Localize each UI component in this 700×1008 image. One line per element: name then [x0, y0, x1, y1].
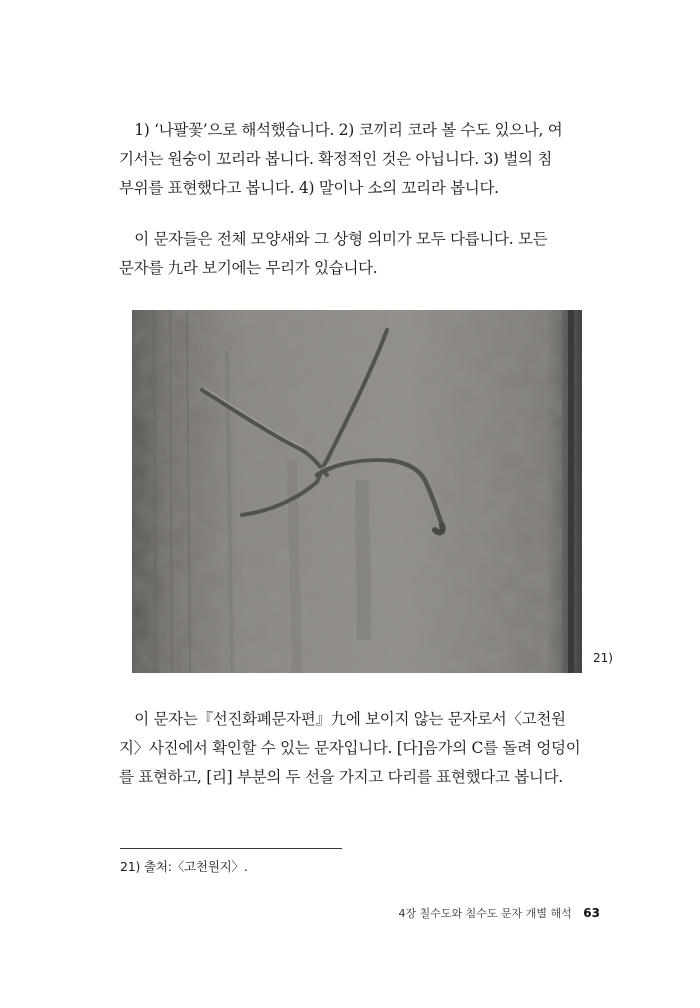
paragraph-line: 이 문자들은 전체 모양새와 그 상형 의미가 모두 다릅니다. 모든 — [119, 230, 548, 248]
paragraph-line: 기서는 원숭이 꼬리라 봅니다. 확정적인 것은 아닙니다. 3) 벌의 침 — [119, 150, 553, 168]
paragraph-line: 이 문자는『선진화폐문자편』九에 보이지 않는 문자로서〈고천원 — [119, 710, 566, 728]
paragraph-line: 1) ‘나팔꽃’으로 해석했습니다. 2) 코끼리 코라 볼 수도 있으나, 여 — [119, 121, 563, 139]
footnote-divider — [120, 848, 342, 849]
page-number: 63 — [583, 906, 600, 920]
body-paragraph-1 — [119, 116, 601, 203]
paragraph-line: 를 표현하고, [리] 부분의 두 선을 가지고 다리를 표현했다고 봅니다. — [119, 768, 563, 786]
paragraph-line: 지〉사진에서 확인할 수 있는 문자입니다. [다]음가의 C를 돌려 엉덩이 — [119, 739, 581, 757]
figure-number: 21) — [593, 651, 613, 665]
body-paragraph-3 — [119, 705, 601, 792]
coin-inscription-photo — [132, 310, 582, 673]
body-paragraph-2 — [119, 225, 601, 283]
paragraph-line: 문자를 九라 보기에는 무리가 있습니다. — [119, 259, 378, 277]
page-footer — [399, 905, 600, 921]
running-title: 4장 칠수도와 침수도 문자 개별 해석 — [398, 907, 572, 920]
footnote: 21) 출처:〈고천원지〉. — [120, 859, 248, 874]
paragraph-line: 부위를 표현했다고 봅니다. 4) 말이나 소의 꼬리라 봅니다. — [119, 179, 499, 197]
